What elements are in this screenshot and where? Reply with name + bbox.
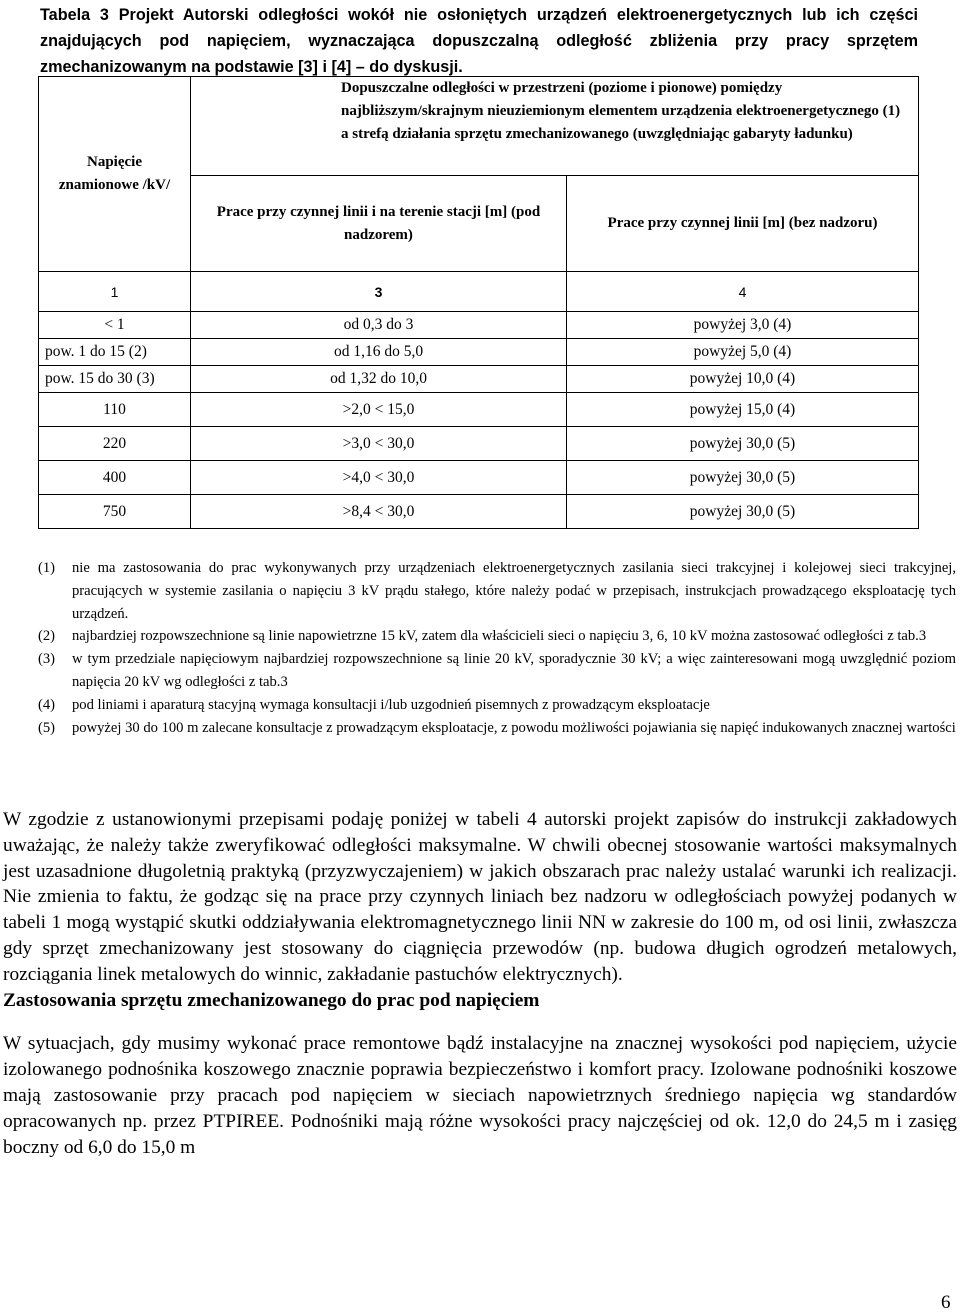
paragraph: W sytuacjach, gdy musimy wykonać prace remontowe bądź instalacyjne na znacznej wysokości pod napięciem, użycie izolowanego podnośnika koszowego znacznie poprawia bezpieczeństwo i komfort pracy. Izolowane podnośniki koszowe mają zastosowanie przy pracach pod napięciem w sieciach napowietrznych średniego napięcia wg standardów opracowanych np. przez PTPIREE. Podnośniki mają różne wysokości pracy najczęściej od ok. 12,0 do 24,5 m i zasięg boczny od 6,0 do 15,0 m — [3, 1033, 957, 1158]
voltage-cell: 220 — [39, 427, 191, 461]
supervised-cell: od 1,16 do 5,0 — [191, 339, 567, 366]
voltage-cell: pow. 1 do 15 (2) — [39, 339, 191, 366]
table-row — [39, 495, 919, 529]
footnote-text: najbardziej rozpowszechnione są linie napowietrzne 15 kV, zatem dla właścicieli sieci o napięciu 3, 6, 10 kV można zastosować odległości z tab.3 — [72, 628, 927, 645]
column-number: 4 — [567, 272, 919, 312]
column-number: 3 — [191, 272, 567, 312]
footnote-text: pod liniami i aparaturą stacyjną wymaga konsultacji i/lub uzgodnień pisemnych z prowadzącym eksploatacje — [72, 696, 710, 713]
footnote — [38, 694, 956, 717]
supervised-cell: >2,0 < 15,0 — [191, 393, 567, 427]
body-text — [3, 807, 957, 1160]
section-heading: Zastosowania sprzętu zmechanizowanego do prac pod napięciem — [3, 989, 540, 1011]
unsupervised-cell: powyżej 30,0 (5) — [567, 427, 919, 461]
footnote — [38, 648, 956, 694]
supervised-cell: od 1,32 do 10,0 — [191, 366, 567, 393]
footnote-marker: (4) — [38, 696, 56, 713]
voltage-cell: pow. 15 do 30 (3) — [39, 366, 191, 393]
column-number: 1 — [39, 272, 191, 312]
voltage-cell: 110 — [39, 393, 191, 427]
footnote-marker: (2) — [38, 628, 56, 645]
footnotes — [38, 557, 956, 739]
page-number: 6 — [941, 1292, 951, 1313]
unsupervised-cell: powyżej 3,0 (4) — [567, 312, 919, 339]
header-allowed-distances: Dopuszczalne odległości w przestrzeni (poziome i pionowe) pomiędzy najbliższym/skrajnym nieuziemionym elementem urządzenia elektroenergetycznego (1) a strefą działania sprzętu zmechanizowanego (uwzględniając gabaryty ładunku) — [191, 77, 919, 176]
footnote-marker: (5) — [38, 719, 56, 736]
supervised-cell: >4,0 < 30,0 — [191, 461, 567, 495]
voltage-cell: 400 — [39, 461, 191, 495]
unsupervised-cell: powyżej 30,0 (5) — [567, 461, 919, 495]
footnote-text: w tym przedziale napięciowym najbardziej rozpowszechnione są linie 20 kV, sporadycznie 30 kV; a więc zainteresowani mogą uwzględnić poziom napięcia 20 kV wg odległości z tab.3 — [72, 651, 956, 690]
footnote-text: nie ma zastosowania do prac wykonywanych przy urządzeniach elektroenergetycznych zasilania sieci trakcyjnej i kolejowej sieci trakcyjnej, pracujących w systemie zasilania o napięciu 3 kV prądu stałego, które należy podać w przepisach, instrukcjach prowadzącego eksploatację tych urządzeń. — [72, 560, 956, 622]
footnote-marker: (1) — [38, 560, 56, 576]
footnote — [38, 557, 956, 625]
unsupervised-cell: powyżej 15,0 (4) — [567, 393, 919, 427]
table-row — [39, 339, 919, 366]
footnote — [38, 717, 956, 740]
footnote-text: powyżej 30 do 100 m zalecane konsultacje z prowadzącym eksploatacje, z powodu możliwości pojawiania się napięć indukowanych znacznej wartości — [72, 719, 956, 736]
unsupervised-cell: powyżej 30,0 (5) — [567, 495, 919, 529]
table-row — [39, 393, 919, 427]
supervised-cell: >8,4 < 30,0 — [191, 495, 567, 529]
header-supervised: Prace przy czynnej linii i na terenie stacji [m] (pod nadzorem) — [191, 176, 567, 272]
column-number-row — [39, 272, 919, 312]
table-row — [39, 427, 919, 461]
header-unsupervised: Prace przy czynnej linii [m] (bez nadzoru) — [567, 176, 919, 272]
voltage-cell: < 1 — [39, 312, 191, 339]
footnote-marker: (3) — [38, 651, 56, 668]
paragraph: W zgodzie z ustanowionymi przepisami podaję poniżej w tabeli 4 autorski projekt zapisów do instrukcji zakładowych uważając, że należy także zweryfikować odległości maksymalne. W chwili obecnej stosowanie wartości maksymalnych jest uzasadnione długoletnią praktyką (przyzwyczajeniem) w jakich obszarach prac należy ustalać warunki ich realizacji. Nie zmienia to faktu, że godząc się na prace przy czynnych liniach bez nadzoru w odległościach powyżej podanych w tabeli 1 mogą wystąpić skutki oddziaływania elektromagnetycznego linii NN w zakresie do 100 m, od osi linii, zwłaszcza gdy sprzęt zmechanizowany jest stosowany do ciągnięcia przewodów (np. budowa długich ogrodzeń metalowych, rozciągania linek metalowych do winnic, zakładanie pastuchów elektrycznych). — [3, 809, 957, 985]
table-caption: Tabela 3 Projekt Autorski odległości wokół nie osłoniętych urządzeń elektroenergetycznych lub ich części znajdujących pod napięciem, wyznaczająca dopuszczalną odległość zbliżenia przy pracy sprzętem zmechanizowanym na podstawie [3] i [4] – do dyskusji. — [40, 6, 918, 76]
unsupervised-cell: powyżej 5,0 (4) — [567, 339, 919, 366]
distance-table-wrapper — [38, 76, 918, 529]
table-row — [39, 366, 919, 393]
table-row — [39, 312, 919, 339]
table-row — [39, 461, 919, 495]
voltage-cell: 750 — [39, 495, 191, 529]
footnote — [38, 625, 956, 648]
header-voltage: Napięcie znamionowe /kV/ — [39, 77, 191, 272]
supervised-cell: od 0,3 do 3 — [191, 312, 567, 339]
distance-table — [38, 76, 919, 529]
supervised-cell: >3,0 < 30,0 — [191, 427, 567, 461]
unsupervised-cell: powyżej 10,0 (4) — [567, 366, 919, 393]
